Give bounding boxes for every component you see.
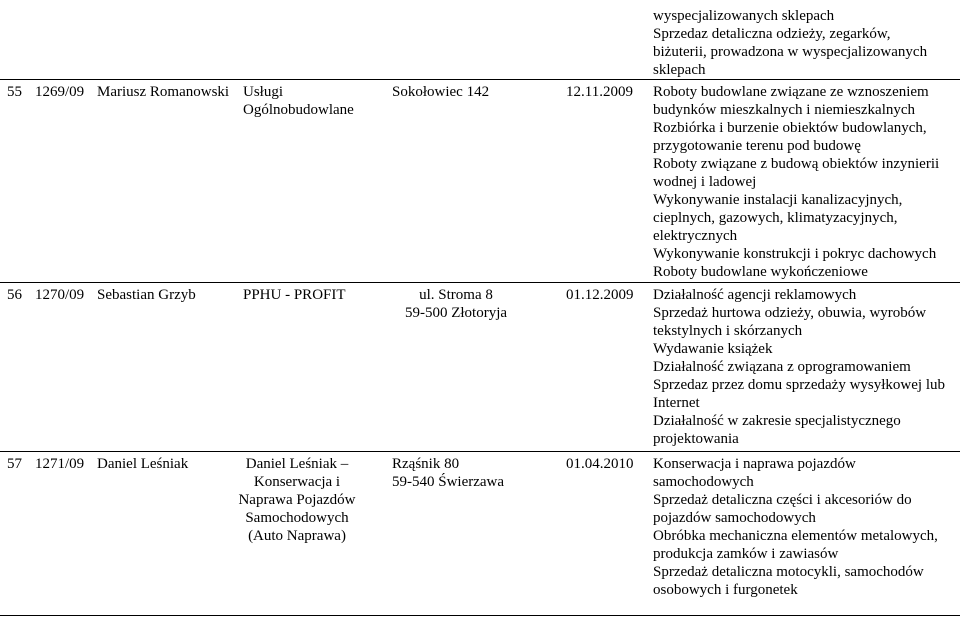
firm-line: (Auto Naprawa) [248, 528, 346, 544]
row-border [0, 615, 960, 616]
activity-line: Konserwacja i naprawa pojazdów [653, 456, 856, 472]
activity-line: samochodowych [653, 474, 754, 490]
top-fragment [653, 7, 927, 79]
firm-line: Samochodowych [245, 510, 349, 526]
activity-line: Sprzedaż hurtowa odzieży, obuwia, wyrobów [653, 305, 927, 321]
row-border [0, 79, 960, 80]
activity-line: Wykonywanie konstrukcji i pokryc dachowych [653, 246, 937, 262]
activity-line: produkcja zamków i zawiasów [653, 546, 839, 562]
activity-line: Internet [653, 395, 700, 411]
activity-line: przygotowanie terenu pod budowę [653, 138, 861, 154]
activity-line: elektrycznych [653, 228, 738, 244]
activity-line: Roboty budowlane związane ze wznoszeniem [653, 84, 929, 100]
date-cell: 01.12.2009 [566, 287, 634, 303]
firm-cell [243, 286, 346, 304]
activity-cell [653, 455, 938, 599]
activity-line: osobowych i furgonetek [653, 582, 798, 598]
row-border [0, 282, 960, 283]
name-cell: Daniel Leśniak [97, 456, 189, 472]
date-cell: 12.11.2009 [566, 84, 633, 100]
firm-line: PPHU - PROFIT [243, 287, 346, 303]
date-cell: 01.04.2010 [566, 456, 634, 472]
firm-line: Naprawa Pojazdów [238, 492, 356, 508]
address-cell [390, 286, 522, 322]
activity-line: wyspecjalizowanych sklepach [653, 8, 835, 24]
activity-line: projektowania [653, 431, 739, 447]
activity-line: Roboty budowlane wykończeniowe [653, 264, 868, 280]
activity-line: wodnej i ladowej [653, 174, 757, 190]
lp-cell: 57 [7, 456, 22, 472]
activity-line: pojazdów samochodowych [653, 510, 816, 526]
activity-line: biżuterii, prowadzona w wyspecjalizowanych [653, 44, 928, 60]
address-line: Rząśnik 80 [392, 456, 460, 472]
firm-cell [236, 455, 358, 545]
activity-line: Sprzedaz przez domu sprzedaży wysyłkowej lub [653, 377, 945, 393]
firm-cell [243, 83, 354, 119]
activity-line: Działalność związana z oprogramowaniem [653, 359, 911, 375]
activity-line: tekstylnych i skórzanych [653, 323, 803, 339]
nr-cell: 1271/09 [35, 456, 85, 472]
activity-line: sklepach [653, 62, 706, 78]
name-cell: Sebastian Grzyb [97, 287, 196, 303]
nr-cell: 1270/09 [35, 287, 85, 303]
address-cell [392, 455, 504, 491]
activity-line: Wykonywanie instalacji kanalizacyjnych, [653, 192, 903, 208]
firm-line: Usługi [243, 84, 284, 100]
activity-cell [653, 83, 939, 281]
activity-line: budynków mieszkalnych i niemieszkalnych [653, 102, 916, 118]
activity-line: Sprzedaz detaliczna odzieży, zegarków, [653, 26, 891, 42]
firm-line: Ogólnobudowlane [243, 102, 354, 118]
firm-line: Daniel Leśniak – [245, 456, 349, 472]
address-cell [392, 83, 489, 101]
activity-line: Działalność w zakresie specjalistycznego [653, 413, 901, 429]
address-line: ul. Stroma 8 [419, 287, 493, 303]
activity-line: cieplnych, gazowych, klimatyzacyjnych, [653, 210, 898, 226]
name-cell: Mariusz Romanowski [97, 84, 230, 100]
lp-cell: 56 [7, 287, 22, 303]
address-line: Sokołowiec 142 [392, 84, 490, 100]
activity-line: Rozbiórka i burzenie obiektów budowlanych, [653, 120, 927, 136]
lp-cell: 55 [7, 84, 22, 100]
nr-cell: 1269/09 [35, 84, 85, 100]
activity-line: Obróbka mechaniczna elementów metalowych, [653, 528, 938, 544]
activity-line: Sprzedaż detaliczna motocykli, samochodów [653, 564, 924, 580]
activity-cell [653, 286, 945, 448]
activity-line: Wydawanie książek [653, 341, 773, 357]
address-line: 59-540 Świerzawa [392, 474, 505, 490]
activity-line: Sprzedaż detaliczna części i akcesoriów do [653, 492, 912, 508]
activity-line: Roboty związane z budową obiektów inzynierii [653, 156, 940, 172]
address-line: 59-500 Złotoryja [404, 305, 508, 321]
firm-line: Konserwacja i [253, 474, 341, 490]
activity-line: Działalność agencji reklamowych [653, 287, 857, 303]
row-border [0, 451, 960, 452]
